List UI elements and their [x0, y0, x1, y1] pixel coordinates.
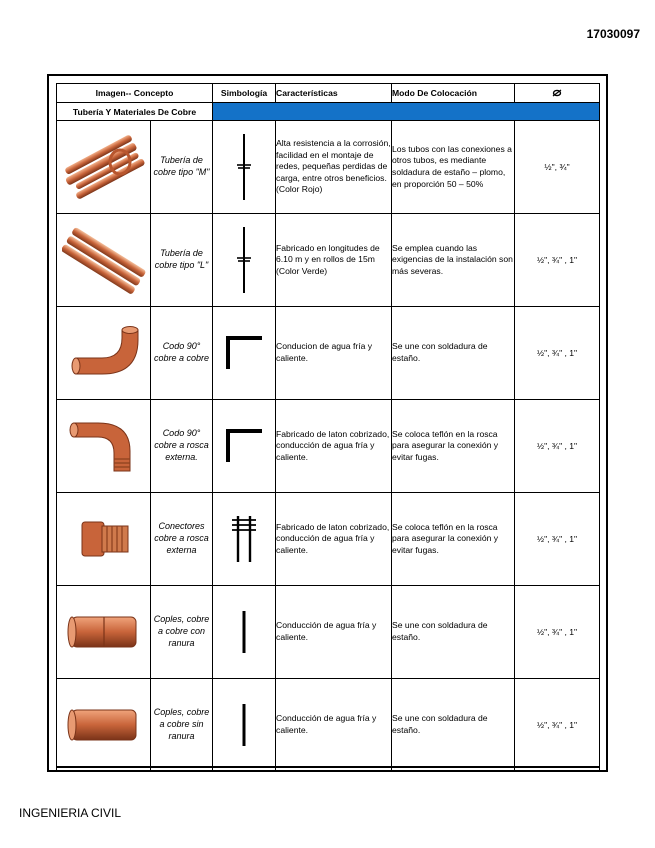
threaded-connector-symbol-icon [213, 514, 275, 564]
row-concept: Codo 90° cobre a rosca externa. [151, 400, 213, 493]
row-symbol-cell [213, 214, 276, 307]
row-concept: Codo 90° cobre a cobre [151, 307, 213, 400]
row-symbol-cell [213, 400, 276, 493]
header-symbology: Simbología [213, 84, 276, 103]
header-row [57, 84, 600, 103]
table-row [57, 214, 600, 307]
copper-elbow-image [57, 318, 150, 388]
copper-pipe-bundle-image [57, 132, 150, 202]
row-symbol-cell [213, 307, 276, 400]
copper-threaded-elbow-image [57, 411, 150, 481]
row-symbol-cell [213, 493, 276, 586]
straight-line-symbol-icon [213, 610, 275, 654]
row-concept: Conectores cobre a rosca externa [151, 493, 213, 586]
copper-threaded-connector-image [57, 504, 150, 574]
row-placement: Se emplea cuando las exigencias de la instalación son más severas. [392, 214, 515, 307]
table-row [57, 400, 600, 493]
row-sizes: ½", ¾" , 1" [515, 400, 600, 493]
pipe-with-cross-symbol-icon [213, 225, 275, 295]
row-image-cell [57, 214, 151, 307]
row-concept: Tubería de cobre tipo "M" [151, 121, 213, 214]
row-image-cell [57, 400, 151, 493]
table-row [57, 493, 600, 586]
document-id: 17030097 [586, 27, 640, 41]
table-row [57, 679, 600, 772]
row-sizes: ½", ¾" , 1" [515, 493, 600, 586]
row-placement: Se une con soldadura de estaño. [392, 586, 515, 679]
section-band [213, 103, 600, 121]
row-characteristics: Conducción de agua fría y caliente. [276, 586, 392, 679]
materials-table [56, 83, 600, 772]
row-characteristics: Alta resistencia a la corrosión, facilidad en el montaje de redes, pequeñas perdidas de carga, entre otros beneficios. (Color Rojo) [276, 121, 392, 214]
header-size [515, 84, 600, 103]
row-concept: Tubería de cobre tipo "L" [151, 214, 213, 307]
row-image-cell [57, 121, 151, 214]
row-sizes: ½", ¾" , 1" [515, 586, 600, 679]
diameter-symbol-icon [552, 89, 562, 97]
row-symbol-cell [213, 586, 276, 679]
row-symbol-cell [213, 679, 276, 772]
row-characteristics: Fabricado en longitudes de 6.10 m y en rollos de 15m (Color Verde) [276, 214, 392, 307]
row-sizes: ½", ¾" , 1" [515, 214, 600, 307]
row-image-cell [57, 586, 151, 679]
copper-coupling-plain-image [57, 690, 150, 760]
row-image-cell [57, 679, 151, 772]
row-concept: Coples, cobre a cobre sin ranura [151, 679, 213, 772]
row-symbol-cell [213, 121, 276, 214]
row-sizes: ½", ¾" [515, 121, 600, 214]
pipe-with-cross-symbol-icon [213, 132, 275, 202]
row-placement: Se une con soldadura de estaño. [392, 679, 515, 772]
table-row [57, 586, 600, 679]
straight-line-symbol-icon [213, 703, 275, 747]
elbow-symbol-icon [213, 335, 275, 371]
table-row [57, 307, 600, 400]
row-characteristics: Conducción de agua fría y caliente. [276, 679, 392, 772]
row-placement: Se une con soldadura de estaño. [392, 307, 515, 400]
row-placement: Se coloca teflón en la rosca para asegurar la conexión y evitar fugas. [392, 400, 515, 493]
elbow-symbol-icon [213, 428, 275, 464]
row-sizes: ½", ¾" , 1" [515, 307, 600, 400]
section-row [57, 103, 600, 121]
row-characteristics: Conducion de agua fría y caliente. [276, 307, 392, 400]
row-sizes: ½", ¾" , 1" [515, 679, 600, 772]
copper-pipes-image [57, 225, 150, 295]
table-row [57, 121, 600, 214]
header-image-concept: Imagen-- Concepto [57, 84, 213, 103]
row-concept: Coples, cobre a cobre con ranura [151, 586, 213, 679]
header-placement: Modo De Colocación [392, 84, 515, 103]
header-characteristics: Características [276, 84, 392, 103]
row-placement: Los tubos con las conexiones a otros tubos, es mediante soldadura de estaño – plomo, en proporción 50 – 50% [392, 121, 515, 214]
footer-text: INGENIERIA CIVIL [19, 806, 122, 820]
section-title: Tubería Y Materiales De Cobre [57, 103, 213, 121]
row-characteristics: Fabricado de laton cobrizado, conducción de agua fría y caliente. [276, 493, 392, 586]
copper-coupling-image [57, 597, 150, 667]
row-characteristics: Fabricado de laton cobrizado, conducción de agua fría y caliente. [276, 400, 392, 493]
row-image-cell [57, 493, 151, 586]
row-placement: Se coloca teflón en la rosca para asegurar la conexión y evitar fugas. [392, 493, 515, 586]
row-image-cell [57, 307, 151, 400]
bottom-rule [56, 766, 599, 768]
